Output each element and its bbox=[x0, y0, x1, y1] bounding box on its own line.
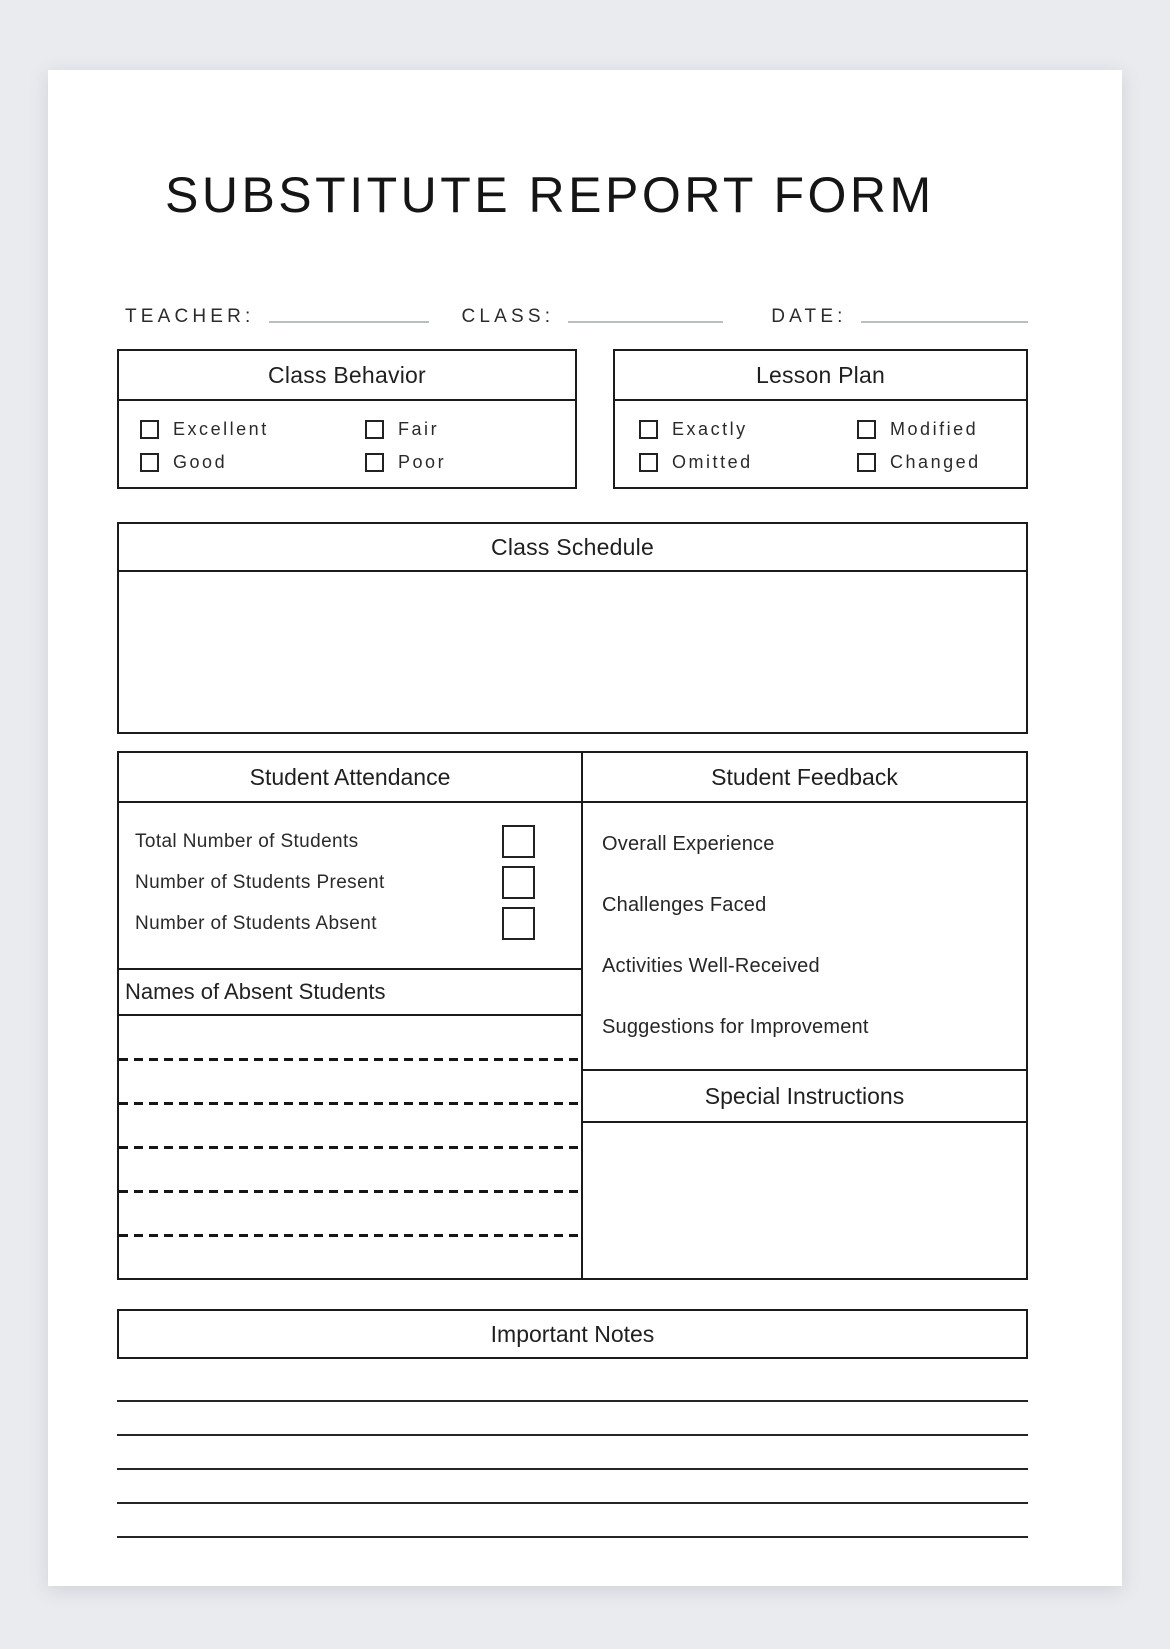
special-instructions-title: Special Instructions bbox=[583, 1069, 1026, 1123]
feedback-item-challenges: Challenges Faced bbox=[602, 894, 767, 916]
attendance-row-absent bbox=[135, 907, 535, 940]
notes-line[interactable] bbox=[117, 1502, 1028, 1504]
absent-name-line[interactable] bbox=[119, 1190, 581, 1193]
checkbox-excellent[interactable] bbox=[140, 420, 159, 439]
option-exactly-label: Exactly bbox=[672, 419, 748, 439]
attendance-row-total bbox=[135, 825, 535, 858]
option-fair[interactable] bbox=[365, 419, 575, 440]
attendance-feedback-section bbox=[117, 751, 1028, 1280]
lesson-plan-title: Lesson Plan bbox=[615, 351, 1026, 401]
notes-line[interactable] bbox=[117, 1400, 1028, 1402]
class-behavior-options bbox=[119, 401, 575, 473]
option-changed-label: Changed bbox=[890, 452, 981, 472]
form-title: SUBSTITUTE REPORT FORM bbox=[165, 167, 935, 223]
option-poor-label: Poor bbox=[398, 452, 447, 472]
teacher-fill-line[interactable] bbox=[269, 321, 429, 323]
date-label: DATE: bbox=[771, 306, 847, 327]
absent-name-line[interactable] bbox=[119, 1058, 581, 1061]
attendance-total-value-box[interactable] bbox=[502, 825, 535, 858]
option-excellent[interactable] bbox=[140, 419, 365, 440]
option-good-label: Good bbox=[173, 452, 228, 472]
checkbox-changed[interactable] bbox=[857, 453, 876, 472]
class-schedule-panel bbox=[117, 522, 1028, 734]
checkbox-good[interactable] bbox=[140, 453, 159, 472]
date-fill-line[interactable] bbox=[861, 321, 1028, 323]
behavior-lesson-row bbox=[117, 349, 1028, 489]
checkbox-fair[interactable] bbox=[365, 420, 384, 439]
class-schedule-title: Class Schedule bbox=[119, 524, 1026, 572]
option-modified-label: Modified bbox=[890, 419, 979, 439]
option-poor[interactable] bbox=[365, 452, 575, 473]
option-fair-label: Fair bbox=[398, 419, 440, 439]
important-notes-header: Important Notes bbox=[117, 1309, 1028, 1359]
absent-name-line[interactable] bbox=[119, 1146, 581, 1149]
absent-names-write-area[interactable] bbox=[119, 1016, 581, 1278]
option-modified[interactable] bbox=[857, 419, 1026, 440]
lesson-plan-options bbox=[615, 401, 1026, 473]
absent-name-line[interactable] bbox=[119, 1234, 581, 1237]
attendance-absent-value-box[interactable] bbox=[502, 907, 535, 940]
class-schedule-write-area[interactable] bbox=[119, 572, 1026, 732]
feedback-item-suggestions: Suggestions for Improvement bbox=[602, 1016, 869, 1038]
option-omitted-label: Omitted bbox=[672, 452, 753, 472]
class-label: CLASS: bbox=[461, 306, 555, 327]
attendance-label-total: Total Number of Students bbox=[135, 830, 359, 852]
attendance-row-present bbox=[135, 866, 535, 899]
checkbox-poor[interactable] bbox=[365, 453, 384, 472]
checkbox-exactly[interactable] bbox=[639, 420, 658, 439]
class-fill-line[interactable] bbox=[568, 321, 723, 323]
special-instructions-write-area[interactable] bbox=[583, 1123, 1026, 1278]
attendance-label-absent: Number of Students Absent bbox=[135, 912, 377, 934]
form-page bbox=[48, 70, 1122, 1586]
attendance-fields bbox=[119, 803, 581, 968]
option-omitted[interactable] bbox=[639, 452, 857, 473]
checkbox-omitted[interactable] bbox=[639, 453, 658, 472]
lesson-plan-panel bbox=[613, 349, 1028, 489]
option-good[interactable] bbox=[140, 452, 365, 473]
student-feedback-panel bbox=[583, 753, 1026, 1278]
student-attendance-panel bbox=[119, 753, 583, 1278]
class-behavior-title: Class Behavior bbox=[119, 351, 575, 401]
teacher-label: TEACHER: bbox=[125, 306, 255, 327]
absent-name-line[interactable] bbox=[119, 1102, 581, 1105]
notes-line[interactable] bbox=[117, 1536, 1028, 1538]
notes-line[interactable] bbox=[117, 1468, 1028, 1470]
absent-names-title: Names of Absent Students bbox=[119, 968, 581, 1016]
attendance-label-present: Number of Students Present bbox=[135, 871, 385, 893]
student-feedback-title: Student Feedback bbox=[583, 753, 1026, 803]
attendance-present-value-box[interactable] bbox=[502, 866, 535, 899]
class-behavior-panel bbox=[117, 349, 577, 489]
student-attendance-title: Student Attendance bbox=[119, 753, 581, 803]
option-exactly[interactable] bbox=[639, 419, 857, 440]
option-excellent-label: Excellent bbox=[173, 419, 269, 439]
feedback-items[interactable] bbox=[583, 803, 1026, 1069]
feedback-item-overall: Overall Experience bbox=[602, 833, 775, 855]
feedback-item-activities: Activities Well-Received bbox=[602, 955, 820, 977]
option-changed[interactable] bbox=[857, 452, 1026, 473]
meta-row bbox=[117, 304, 1028, 330]
checkbox-modified[interactable] bbox=[857, 420, 876, 439]
notes-line[interactable] bbox=[117, 1434, 1028, 1436]
